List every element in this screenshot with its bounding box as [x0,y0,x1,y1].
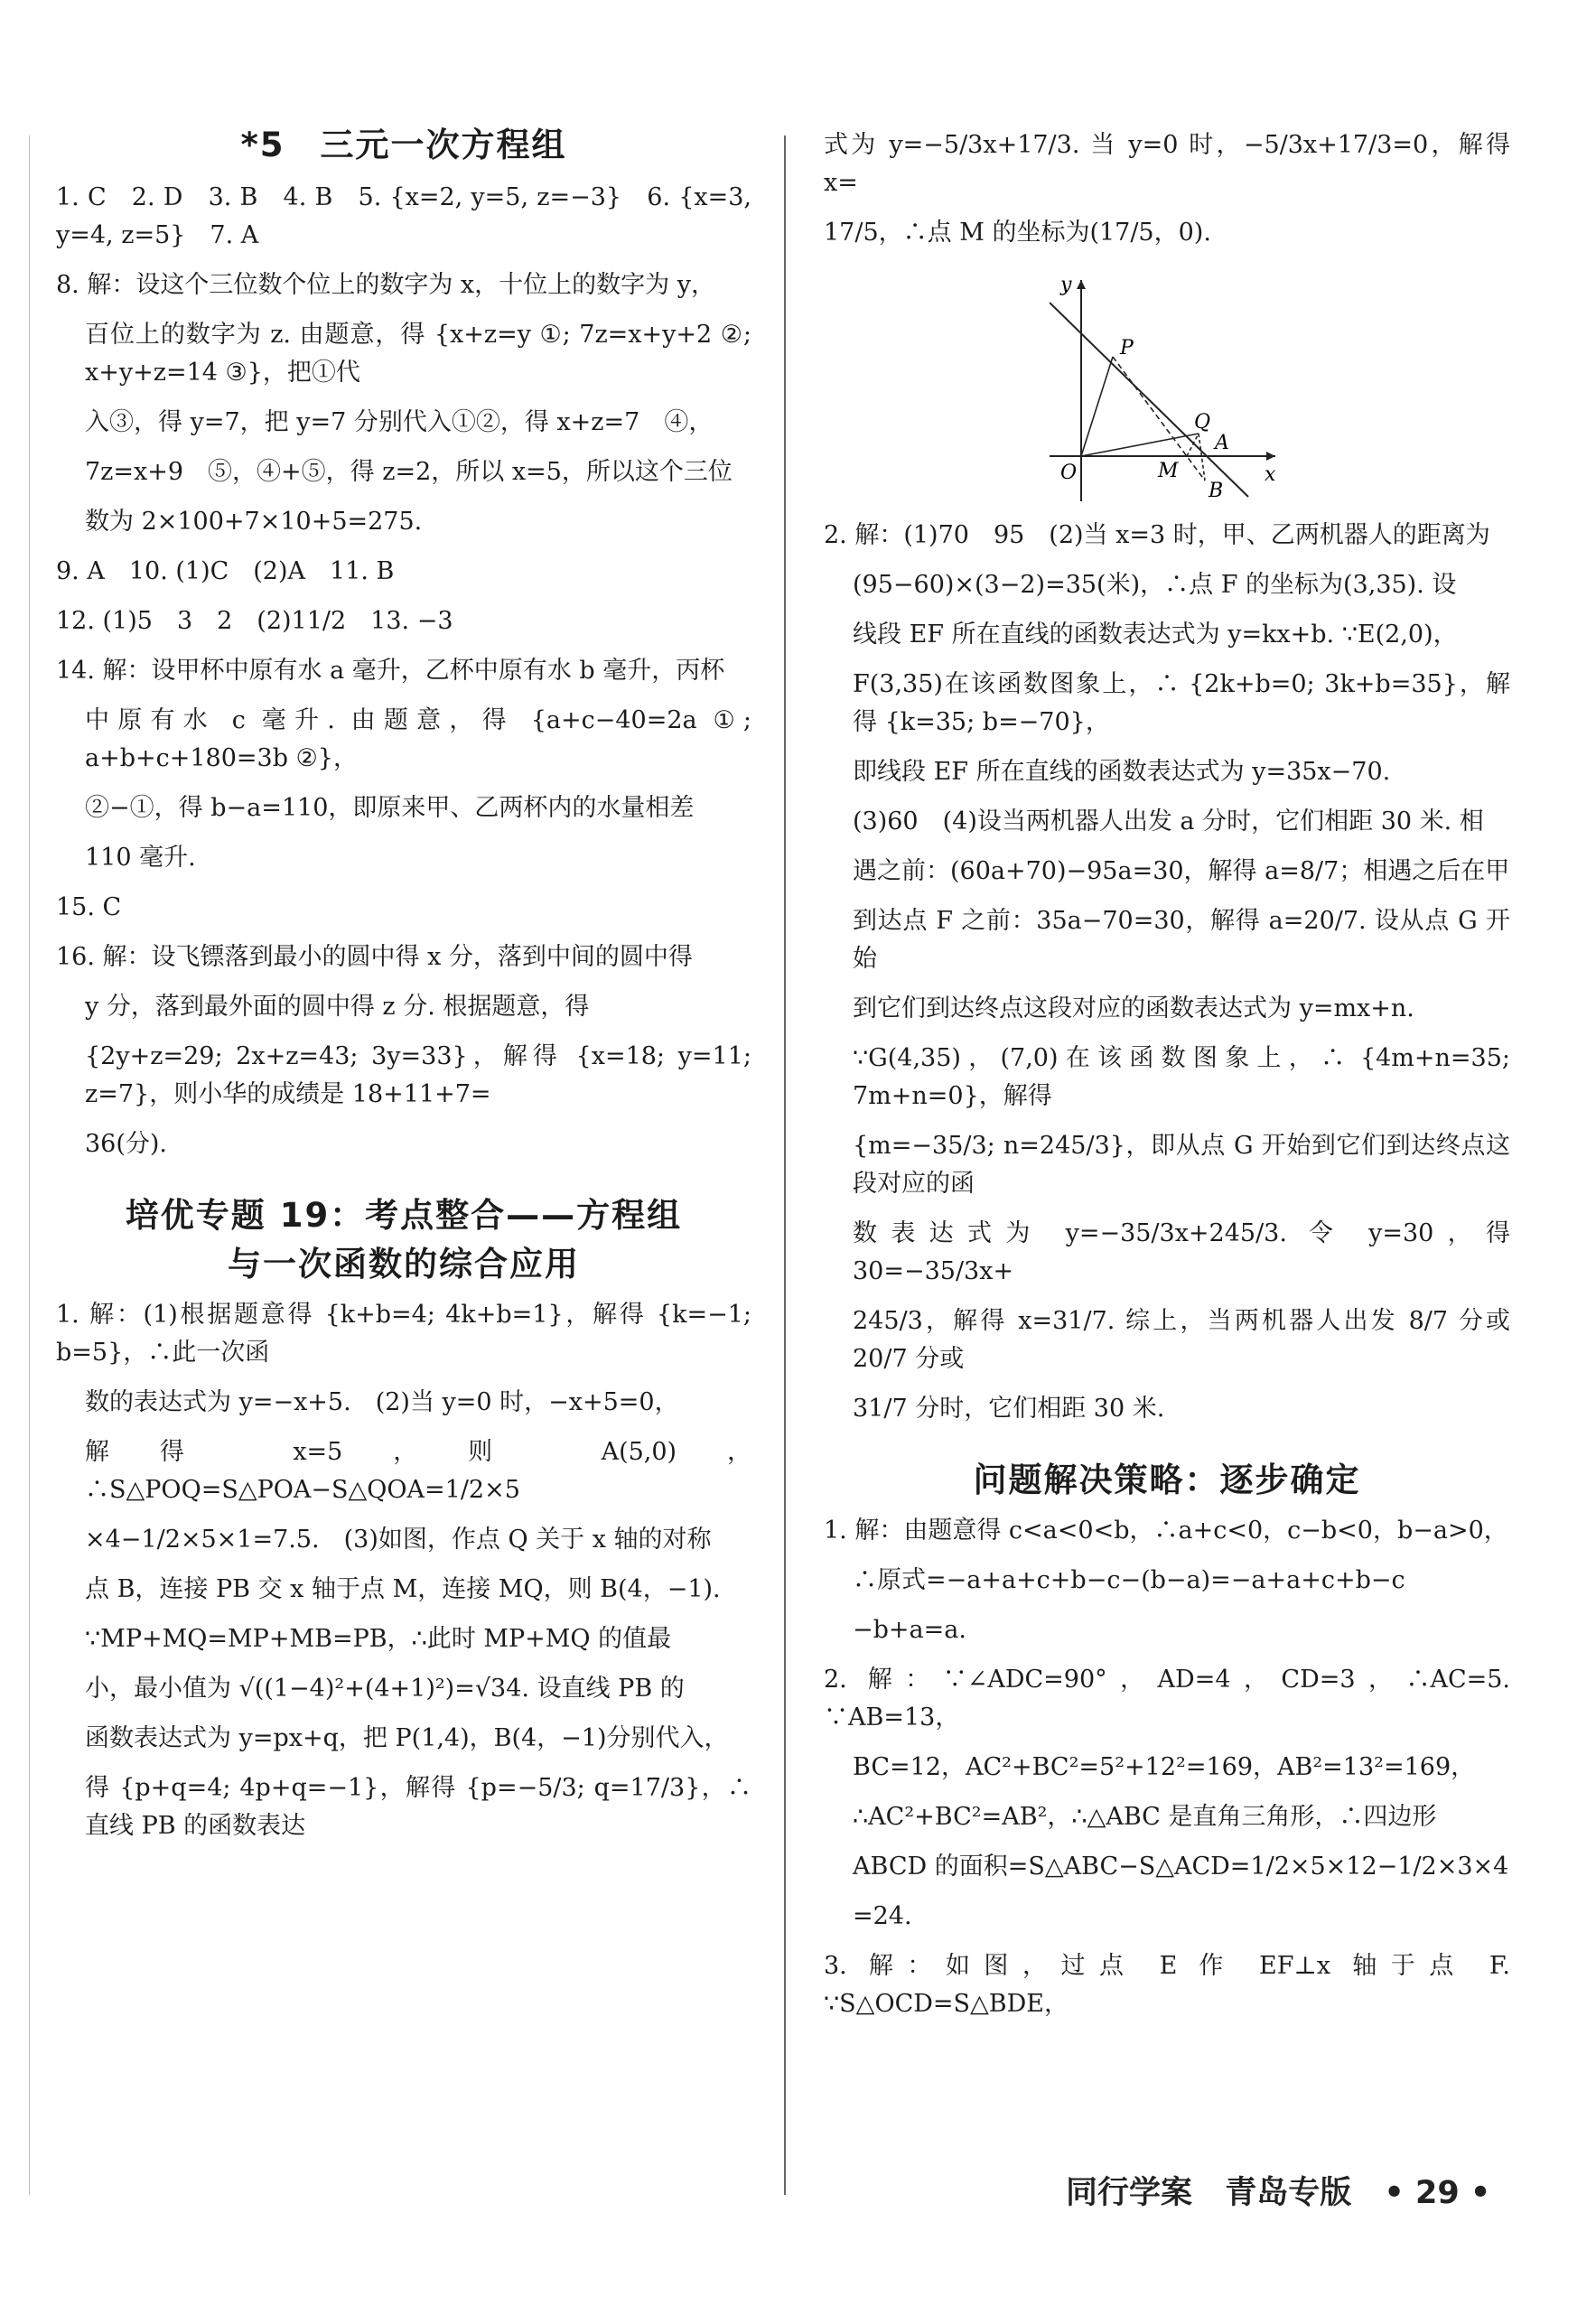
left-column [56,117,751,1857]
coordinate-figure [1050,271,1284,506]
answer-line: F(3,35)在该函数图象上，∴ {2k+b=0; 3k+b=35}，解得 {k=35; b=−70}， [853,670,1510,736]
footer-edition: 青岛专版 [1225,2175,1352,2211]
answer-line: 14. 解：设甲杯中原有水 a 毫升，乙杯中原有水 b 毫升，丙杯 [56,657,725,685]
answer-line: {2y+z=29; 2x+z=43; 3y=33}，解得 {x=18; y=11; z=7}，则小华的成绩是 18+11+7= [85,1042,751,1108]
y-axis-arrow [1077,280,1086,289]
answer-line: 15. C [56,893,122,921]
label-q: Q [1194,411,1211,434]
label-y: y [1060,274,1072,296]
answer-line: ②−①，得 b−a=110，即原来甲、乙两杯内的水量相差 [85,794,695,822]
answer-line: 数为 2×100+7×10+5=275. [85,508,423,536]
answer-line: 遇之前：(60a+70)−95a=30，解得 a=8/7；相遇之后在甲 [853,857,1510,885]
segment-mq-dashed [1187,434,1199,456]
answer-line: ∵G(4,35)，(7,0)在该函数图象上，∴ {4m+n=35; 7m+n=0}，解得 [853,1044,1510,1110]
label-p: P [1120,337,1134,359]
footer-page-number: • 29 • [1384,2175,1491,2211]
label-m: M [1158,460,1179,482]
answer-line: 到它们到达终点这段对应的函数表达式为 y=mx+n. [853,994,1414,1022]
answer-line: 12. (1)5 3 2 (2)11/2 13. −3 [56,607,453,635]
answer-line: 点 B，连接 PB 交 x 轴于点 M，连接 MQ，则 B(4，−1). [85,1575,721,1603]
left-margin-line [29,135,30,2195]
answer-line: 16. 解：设飞镖落到最小的圆中得 x 分，落到中间的圆中得 [56,943,693,971]
strategy-title: 问题解决策略：逐步确定 [973,1461,1361,1499]
answer-line: 7z=x+9 ⑤，④+⑤，得 z=2，所以 x=5，所以这个三位 [85,458,733,486]
answer-line: y 分，落到最外面的圆中得 z 分. 根据题意，得 [85,993,590,1021]
segment-op [1081,357,1113,456]
answer-line: 3. 解：如图，过点 E 作 EF⊥x 轴于点 F. ∵S△OCD=S△BDE， [824,1952,1510,2018]
footer-brand: 同行学案 [1066,2175,1193,2211]
answer-line: 数表达式为 y=−35/3x+245/3. 令 y=30，得 30=−35/3x+ [853,1219,1510,1285]
answer-line: 1. 解：由题意得 c<a<0<b，∴a+c<0，c−b<0，b−a>0， [824,1517,1508,1545]
x-axis-arrow [1266,452,1275,461]
segment-oq [1081,434,1199,456]
answer-line: 2. 解：(1)70 95 (2)当 x=3 时，甲、乙两机器人的距离为 [824,521,1490,549]
answer-line: ∴原式=−a+a+c+b−c−(b−a)=−a+a+c+b−c [853,1566,1405,1594]
topic-title-line2: 与一次函数的综合应用 [228,1245,580,1284]
answer-line: 36(分). [85,1130,168,1158]
answer-line: ∴AC²+BC²=AB²，∴△ABC 是直角三角形，∴四边形 [853,1803,1437,1831]
answer-line: {m=−35/3; n=245/3}，即从点 G 开始到它们到达终点这段对应的函 [853,1132,1510,1198]
answer-line: 线段 EF 所在直线的函数表达式为 y=kx+b. ∵E(2,0)， [853,621,1458,649]
answer-line: 函数表达式为 y=px+q，把 P(1,4)，B(4，−1)分别代入， [85,1724,729,1752]
answer-line: 1. 解：(1)根据题意得 {k+b=4; 4k+b=1}，解得 {k=−1; b=5}，∴此一次函 [56,1301,751,1367]
answer-line: 2. 解：∵∠ADC=90°，AD=4，CD=3，∴AC=5. ∵AB=13， [824,1666,1510,1732]
answer-line: 31/7 分时，它们相距 30 米. [853,1395,1165,1423]
answer-line: 百位上的数字为 z. 由题意，得 {x+z=y ①; 7z=x+y+2 ②; x+y+z=14 ③}，把①代 [85,321,751,387]
answer-line: (3)60 (4)设当两机器人出发 a 分时，它们相距 30 米. 相 [853,807,1484,835]
answer-line: 得 {p+q=4; 4p+q=−1}，解得 {p=−5/3; q=17/3}，∴直线 PB 的函数表达 [85,1774,751,1840]
answer-line: 即线段 EF 所在直线的函数表达式为 y=35x−70. [853,758,1391,786]
answer-line: 入③，得 y=7，把 y=7 分别代入①②，得 x+z=7 ④， [85,408,714,436]
topic-title-line1: 培优专题 19：考点整合——方程组 [125,1196,683,1235]
answer-line: 245/3，解得 x=31/7. 综上，当两机器人出发 8/7 分或 20/7 分或 [853,1307,1510,1373]
answer-line: 式为 y=−5/3x+17/3. 当 y=0 时，−5/3x+17/3=0，解得 x= [824,131,1510,197]
line-y-minus-x-plus-5 [1050,303,1248,497]
answer-line: BC=12，AC²+BC²=5²+12²=169，AB²=13²=169， [853,1753,1476,1781]
label-o: O [1060,462,1078,484]
answer-line: 110 毫升. [85,844,196,872]
answer-line: 解得 x=5，则 A(5,0)，∴S△POQ=S△POA−S△QOA=1/2×5 [85,1438,751,1504]
label-b: B [1209,480,1224,502]
column-divider [784,135,786,2195]
right-column [824,126,1510,2035]
answer-line: 中原有水 c 毫升. 由题意，得 {a+c−40=2a ①; a+b+c+180=3b ②}， [85,706,751,772]
label-a: A [1215,432,1229,454]
answer-line: 17/5，∴点 M 的坐标为(17/5，0). [824,219,1211,247]
answer-line: 9. A 10. (1)C (2)A 11. B [56,557,395,585]
answer-line: 小，最小值为 √((1−4)²+(4+1)²)=√34. 设直线 PB 的 [85,1675,685,1703]
answer-line: 到达点 F 之前：35a−70=30，解得 a=20/7. 设从点 G 开始 [853,907,1510,973]
answer-line: ABCD 的面积=S△ABC−S△ACD=1/2×5×12−1/2×3×4 [853,1853,1509,1881]
section-title: *5 三元一次方程组 [240,126,567,164]
page-footer [1066,2168,1512,2213]
answer-line: 8. 解：设这个三位数个位上的数字为 x，十位上的数字为 y， [56,271,715,299]
label-x: x [1265,463,1276,486]
answer-line: =24. [853,1902,912,1930]
answer-line: (95−60)×(3−2)=35(米)，∴点 F 的坐标为(3,35). 设 [853,571,1457,599]
answer-line: ∵MP+MQ=MP+MB=PB，∴此时 MP+MQ 的值最 [85,1625,672,1653]
answer-line: 1. C 2. D 3. B 4. B 5. {x=2, y=5, z=−3} 6. {x=3, y=4, z=5} 7. A [56,183,751,249]
answer-line: −b+a=a. [853,1616,966,1644]
answer-line: 数的表达式为 y=−x+5. (2)当 y=0 时，−x+5=0， [85,1388,679,1416]
answer-line: ×4−1/2×5×1=7.5. (3)如图，作点 Q 关于 x 轴的对称 [85,1526,712,1554]
